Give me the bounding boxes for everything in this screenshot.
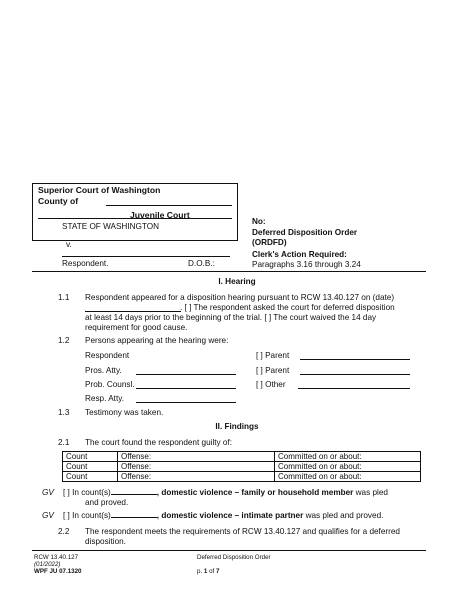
prob-counsl-field[interactable] xyxy=(136,388,236,389)
footer-title: Deferred Disposition Order xyxy=(197,554,271,561)
pros-atty-label: Pros. Atty. xyxy=(85,366,122,375)
clerk-action-detail: Paragraphs 3.16 through 3.24 xyxy=(252,260,361,269)
case-number-label: No: xyxy=(252,217,266,226)
count-cell[interactable]: Count xyxy=(63,472,118,482)
parent1-checkbox[interactable]: [ ] Parent xyxy=(256,351,290,360)
para-1-1-number: 1.1 xyxy=(58,293,70,302)
count-cell[interactable]: Count xyxy=(63,452,118,462)
para-1-2-text: Persons appearing at the hearing were: xyxy=(85,336,229,345)
pros-atty-field[interactable] xyxy=(136,374,236,375)
court-name: Superior Court of Washington xyxy=(38,185,161,195)
juvenile-court-label: Juvenile Court xyxy=(130,210,190,220)
gv2-dv-intimate-text: , domestic violence – intimate partner xyxy=(156,511,304,520)
parent2-field[interactable] xyxy=(300,374,410,375)
para-2-2-number: 2.2 xyxy=(58,527,70,536)
count-cell[interactable]: Count xyxy=(63,462,118,472)
gv2-count-field[interactable] xyxy=(111,517,157,518)
respondent-label: Respondent. xyxy=(62,259,109,268)
page-total: 7 xyxy=(215,568,220,575)
footer-rule xyxy=(32,550,426,551)
form-title: Deferred Disposition Order xyxy=(252,228,358,237)
resp-atty-label: Resp. Atty. xyxy=(85,394,124,403)
gv2-line1 xyxy=(63,511,383,521)
respondent-name-field[interactable] xyxy=(62,256,230,257)
gv2-pled-text: was pled and proved. xyxy=(303,511,384,520)
para-2-2-line2: disposition. xyxy=(85,537,126,546)
gv1-pled-text: was pled xyxy=(353,488,388,497)
parent2-checkbox[interactable]: [ ] Parent xyxy=(256,366,290,375)
gv1-count-field[interactable] xyxy=(111,494,157,495)
hearing-date-field[interactable] xyxy=(85,311,181,312)
gv1-checkbox[interactable]: [ ] In count(s) xyxy=(63,488,111,497)
para-2-2-line1: The respondent meets the requirements of RCW 13.40.127 and qualifies for a deferred xyxy=(85,527,400,536)
gv1-line1 xyxy=(63,488,388,498)
section-findings-title: II. Findings xyxy=(215,422,259,431)
parent1-field[interactable] xyxy=(300,359,410,360)
state-label: STATE OF WASHINGTON xyxy=(62,222,160,231)
form-abbreviation: (ORDFD) xyxy=(252,238,287,247)
committed-cell[interactable]: Committed on or about: xyxy=(275,452,421,462)
section-hearing-title: I. Hearing xyxy=(218,277,256,286)
para-1-2-number: 1.2 xyxy=(58,336,70,345)
footer-date: (01/2022) xyxy=(34,561,61,568)
other-checkbox[interactable]: [ ] Other xyxy=(256,380,286,389)
gv1-dv-family-text: , domestic violence – family or household member xyxy=(156,488,354,497)
committed-cell[interactable]: Committed on or about: xyxy=(275,462,421,472)
para-1-1-line4: requirement for good cause. xyxy=(85,323,188,332)
versus-label: v. xyxy=(66,240,72,249)
para-2-1-text: The court found the respondent guilty of: xyxy=(85,438,233,447)
para-1-3-text: Testimony was taken. xyxy=(85,408,164,417)
page-of: of xyxy=(207,568,216,575)
caption-rule xyxy=(32,271,426,272)
clerk-action-heading: Clerk's Action Required: xyxy=(252,250,347,259)
offense-cell[interactable]: Offense: xyxy=(118,452,275,462)
footer-rcw: RCW 13.40.127 xyxy=(34,554,79,561)
para-1-3-number: 1.3 xyxy=(58,408,70,417)
other-field[interactable] xyxy=(298,388,410,389)
para-1-1-line1: Respondent appeared for a disposition hearing pursuant to RCW 13.40.127 on (date) xyxy=(85,293,395,302)
offense-cell[interactable]: Offense: xyxy=(118,472,275,482)
footer-page-number xyxy=(197,568,219,575)
table-row xyxy=(63,472,421,482)
para-1-1-line2: . [ ] The respondent asked the court for deferred disposition xyxy=(180,303,395,312)
gv1-line2: and proved. xyxy=(85,498,129,507)
county-field[interactable] xyxy=(106,205,232,206)
prob-counsl-label: Prob. Counsl. xyxy=(85,380,135,389)
committed-cell[interactable]: Committed on or about: xyxy=(275,472,421,482)
footer-form-number: WPF JU 07.1320 xyxy=(34,568,82,575)
county-label: County of xyxy=(38,196,79,206)
offense-table xyxy=(62,451,421,482)
resp-atty-field[interactable] xyxy=(136,402,236,403)
respondent-attendee-label: Respondent xyxy=(85,351,130,360)
para-2-1-number: 2.1 xyxy=(58,438,70,447)
table-row xyxy=(63,452,421,462)
table-row xyxy=(63,462,421,472)
gv-marker-2: GV xyxy=(42,511,54,520)
gv2-checkbox[interactable]: [ ] In count(s) xyxy=(63,511,111,520)
gv-marker-1: GV xyxy=(42,488,54,497)
para-1-1-line3: at least 14 days prior to the beginning of the trial. [ ] The court waived the 14 day xyxy=(85,313,377,322)
page-prefix: p. xyxy=(197,568,204,575)
dob-label: D.O.B.: xyxy=(188,259,215,268)
offense-cell[interactable]: Offense: xyxy=(118,462,275,472)
page-current: 1 xyxy=(203,568,208,575)
